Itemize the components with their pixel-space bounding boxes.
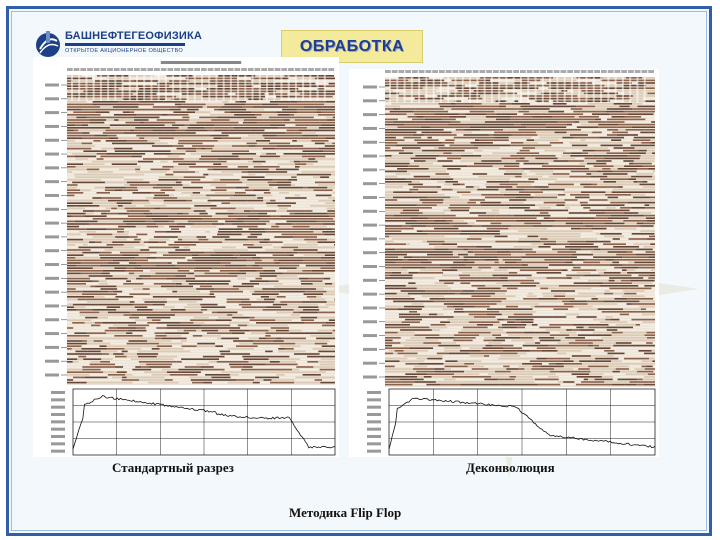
method-caption: Методика Flip Flop	[289, 505, 402, 520]
amplitude-spectrum-graph	[367, 389, 655, 455]
company-subtitle: ОТКРЫТОЕ АКЦИОНЕРНОЕ ОБЩЕСТВО	[65, 48, 184, 54]
section-title: ОБРАБОТКА	[299, 37, 405, 55]
logo-divider	[65, 43, 185, 46]
time-axis	[363, 86, 385, 379]
time-axis	[45, 84, 67, 377]
seismic-traces	[67, 75, 335, 385]
slide-frame	[6, 6, 712, 536]
trace-header	[67, 61, 334, 71]
company-logo-icon	[35, 29, 61, 59]
seismic-traces	[385, 77, 655, 387]
amplitude-spectrum-graph	[51, 389, 335, 455]
left-panel-caption: Стандартный разрез	[112, 460, 234, 475]
left-seismic-image	[33, 57, 339, 457]
company-name: БАШНЕФТЕГЕОФИЗИКА	[65, 30, 203, 42]
left-seismic-panel	[33, 57, 339, 457]
right-seismic-image	[349, 69, 659, 457]
right-seismic-panel	[349, 69, 659, 457]
trace-header	[385, 69, 654, 73]
right-panel-caption: Деконволюция	[466, 460, 555, 475]
